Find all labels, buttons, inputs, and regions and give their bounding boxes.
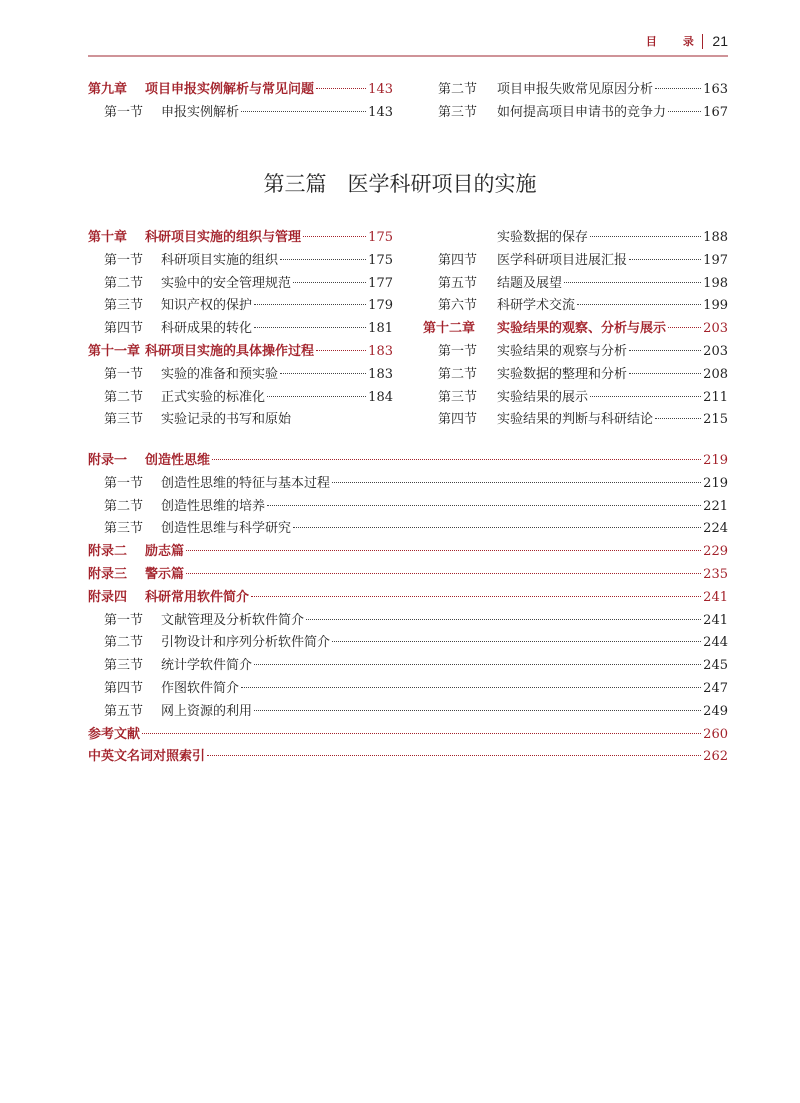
toc-entry-title[interactable]: 如何提高项目申请书的竞争力 [497,104,667,120]
toc-entry-page[interactable]: 229 [703,544,728,560]
toc-entry-label: 附录四 [88,589,128,605]
dot-leader [303,236,366,237]
toc-entry-label: 第五节 [438,275,478,291]
toc-entry-label: 第一节 [104,104,144,120]
running-header [646,33,728,49]
header-rule [88,55,728,57]
toc-entry-label: 第二节 [438,366,478,382]
toc-entry-page[interactable]: 208 [703,366,728,382]
toc-entry-title[interactable]: 项目申报实例解析与常见问题 [145,82,315,97]
header-divider [702,34,704,49]
toc-chapter-entry[interactable] [88,724,728,746]
toc-entry-label: 第四节 [438,412,478,428]
toc-entry-title[interactable]: 医学科研项目进展汇报 [497,252,628,268]
header-title-2: 录 [682,35,694,48]
toc-section-entry[interactable] [423,250,728,272]
toc-entry-title[interactable]: 申报实例解析 [161,104,240,120]
toc-entry-page[interactable]: 262 [703,749,728,765]
toc-entry-title[interactable]: 警示篇 [145,567,185,582]
toc-entry-page[interactable]: 219 [703,453,728,468]
toc-entry-page[interactable]: 184 [368,389,393,405]
toc-entry-title[interactable]: 科研学术交流 [497,298,576,314]
toc-entry-label: 第十一章 [88,344,141,359]
toc-entry-label: 附录二 [88,544,128,560]
dot-leader [306,619,701,620]
toc-entry-label: 第一节 [104,252,144,268]
toc-section-entry[interactable] [88,409,393,431]
toc-entry-title[interactable]: 实验结果的展示 [497,389,589,405]
toc-entry-label: 第二节 [104,498,144,514]
dot-leader [280,373,366,374]
toc-chapter-entry[interactable] [88,564,728,586]
dot-leader [212,459,701,460]
toc-section-entry[interactable] [88,318,393,340]
toc-entry-page[interactable]: 181 [368,321,393,337]
header-title-1: 目 [645,35,657,48]
dot-leader [332,482,701,483]
toc-section-entry[interactable] [88,518,728,540]
toc-entry-title[interactable]: 实验数据的保存 [497,230,589,245]
toc-entry-title[interactable]: 实验数据的整理和分析 [497,366,628,382]
dot-leader [207,755,701,756]
toc-entry-page[interactable]: 177 [368,275,393,291]
page-number: 21 [712,33,728,49]
toc-entry-page[interactable]: 203 [703,321,728,337]
toc-entry-page[interactable]: 143 [368,82,393,97]
toc-entry-label: 附录一 [88,453,128,468]
toc-entry-page[interactable]: 260 [703,726,728,742]
dot-leader [655,418,701,419]
toc-entry-title[interactable]: 实验结果的观察、分析与展示 [497,321,667,337]
toc-entry-page[interactable]: 244 [703,635,728,651]
dot-leader [142,733,701,734]
toc-entry-title[interactable]: 网上资源的利用 [161,703,253,719]
toc-section-entry[interactable] [88,102,393,124]
toc-entry-label: 第三节 [438,389,478,405]
dot-leader [254,664,701,665]
toc-entry-page[interactable]: 199 [703,298,728,314]
toc-entry-title[interactable]: 实验结果的判断与科研结论 [497,412,654,428]
toc-section-entry[interactable] [88,678,728,700]
toc-entry-title[interactable]: 结题及展望 [497,275,563,291]
toc-section-entry[interactable] [88,610,728,632]
toc-entry-label: 第一节 [438,344,478,359]
toc-section-entry[interactable] [88,295,393,317]
toc-entry-title[interactable]: 中英文名词对照索引 [88,749,206,765]
toc-entry-label: 第三节 [104,298,144,314]
toc-entry-label: 第一节 [104,475,144,491]
toc-section-entry[interactable] [88,632,728,654]
toc-entry-page[interactable]: 188 [703,230,728,245]
toc-chapter-entry[interactable] [88,79,393,101]
dot-leader [655,88,701,89]
toc-entry-label: 第二节 [104,635,144,651]
dot-leader [241,687,701,688]
toc-entry-title[interactable]: 统计学软件简介 [161,658,253,674]
toc-entry-label: 第三节 [104,521,144,537]
toc-section-entry[interactable] [423,364,728,386]
toc-entry-title[interactable]: 作图软件简介 [161,681,240,696]
toc-entry-label: 附录三 [88,567,128,582]
toc-entry-title[interactable]: 科研项目实施的具体操作过程 [145,344,315,359]
toc-entry-title[interactable]: 实验记录的书写和原始 [161,412,292,428]
toc-section-entry[interactable] [423,273,728,295]
toc-entry-page[interactable]: 179 [368,298,393,314]
dot-leader [332,641,701,642]
toc-entry-page[interactable]: 183 [368,344,393,359]
dot-leader [186,573,701,574]
toc-entry-title[interactable]: 创造性思维 [145,453,211,468]
dot-leader [629,350,701,351]
toc-section-entry[interactable] [423,227,728,249]
toc-entry-page[interactable]: 163 [703,82,728,97]
toc-entry-title[interactable]: 励志篇 [145,544,185,560]
dot-leader [241,111,366,112]
toc-section-entry[interactable] [88,273,393,295]
dot-leader [316,88,366,89]
toc-entry-label: 第一节 [104,612,144,628]
toc-entry-label: 第九章 [88,82,128,97]
toc-entry-page[interactable]: 197 [703,252,728,268]
toc-chapter-entry[interactable] [88,450,728,472]
dot-leader [254,710,701,711]
toc-chapter-entry[interactable] [423,318,728,340]
toc-section-entry[interactable] [423,102,728,124]
toc-chapter-entry[interactable] [88,341,393,363]
toc-entry-title[interactable]: 科研常用软件简介 [145,589,250,605]
dot-leader [590,236,701,237]
part-title: 第三篇 医学科研项目的实施 [263,172,537,196]
dot-leader [254,327,366,328]
toc-entry-title[interactable]: 实验结果的观察与分析 [497,344,628,359]
toc-entry-page[interactable]: 215 [703,412,728,428]
toc-section-entry[interactable] [88,655,728,677]
toc-entry-page[interactable]: 235 [703,567,728,582]
dot-leader [668,327,701,328]
toc-chapter-entry[interactable] [88,541,728,563]
dot-leader [629,373,701,374]
dot-leader [316,350,366,351]
toc-entry-title[interactable]: 科研项目实施的组织与管理 [145,230,302,245]
dot-leader [668,111,701,112]
toc-entry-title[interactable]: 实验中的安全管理规范 [161,275,292,291]
toc-entry-label: 第二节 [104,389,144,405]
dot-leader [293,527,701,528]
toc-section-entry[interactable] [88,387,393,409]
dot-leader [267,396,366,397]
toc-entry-page[interactable]: 249 [703,703,728,719]
dot-leader [280,259,366,260]
toc-entry-title[interactable]: 参考文献 [88,726,141,742]
toc-entry-label: 第三节 [438,104,478,120]
toc-section-entry[interactable] [423,341,728,363]
dot-leader [251,596,701,597]
toc-section-entry[interactable] [423,295,728,317]
toc-entry-title[interactable]: 科研项目实施的组织 [161,252,279,268]
toc-section-entry[interactable] [88,364,393,386]
toc-entry-page[interactable]: 211 [703,389,728,405]
toc-section-entry[interactable] [423,387,728,409]
toc-entry-label: 第一节 [104,366,144,382]
toc-entry-title[interactable]: 科研成果的转化 [161,321,253,337]
toc-entry-label: 第二节 [438,82,478,97]
dot-leader [267,505,701,506]
toc-section-entry[interactable] [423,409,728,431]
toc-entry-label: 第六节 [438,298,478,314]
toc-entry-title[interactable]: 文献管理及分析软件简介 [161,612,305,628]
toc-entry-page[interactable]: 224 [703,521,728,537]
toc-chapter-entry[interactable] [88,587,728,609]
toc-entry-page[interactable]: 198 [703,275,728,291]
toc-chapter-entry[interactable] [88,227,393,249]
toc-entry-title[interactable]: 引物设计和序列分析软件简介 [161,635,331,651]
toc-entry-label: 第四节 [104,321,144,337]
toc-entry-label: 第二节 [104,275,144,291]
dot-leader [629,259,701,260]
toc-entry-label: 第十章 [88,230,128,245]
toc-entry-label: 第五节 [104,703,144,719]
toc-entry-title[interactable]: 知识产权的保护 [161,298,253,314]
toc-entry-page[interactable]: 241 [703,589,728,605]
dot-leader [564,282,701,283]
toc-entry-title[interactable]: 正式实验的标准化 [161,389,266,405]
toc-entry-label: 第三节 [104,658,144,674]
toc-entry-label: 第三节 [104,412,144,428]
toc-entry-title[interactable]: 创造性思维与科学研究 [161,521,292,537]
toc-entry-page[interactable]: 241 [703,612,728,628]
dot-leader [186,550,701,551]
toc-entry-label: 第十二章 [423,321,476,337]
toc-entry-page[interactable]: 247 [703,681,728,696]
toc-entry-page[interactable]: 221 [703,498,728,514]
dot-leader [590,396,701,397]
toc-entry-title[interactable]: 创造性思维的培养 [161,498,266,514]
toc-entry-title[interactable]: 项目申报失败常见原因分析 [497,82,654,97]
toc-entry-page[interactable]: 203 [703,344,728,359]
toc-entry-title[interactable]: 创造性思维的特征与基本过程 [161,475,331,491]
toc-entry-label: 第四节 [438,252,478,268]
toc-section-entry[interactable] [88,701,728,723]
toc-entry-label: 第四节 [104,681,144,696]
toc-chapter-entry[interactable] [88,746,728,768]
toc-entry-page[interactable]: 183 [368,366,393,382]
dot-leader [254,304,366,305]
dot-leader [577,304,701,305]
toc-entry-page[interactable]: 143 [368,104,393,120]
toc-entry-title[interactable]: 实验的准备和预实验 [161,366,279,382]
toc-section-entry[interactable] [423,79,728,101]
toc-section-entry[interactable] [88,250,393,272]
toc-entry-page[interactable]: 245 [703,658,728,674]
toc-entry-page[interactable]: 167 [703,104,728,120]
dot-leader [293,282,366,283]
toc-entry-page[interactable]: 219 [703,475,728,491]
toc-entry-page[interactable]: 175 [368,230,393,245]
toc-entry-page[interactable]: 175 [368,252,393,268]
toc-section-entry[interactable] [88,496,728,518]
toc-section-entry[interactable] [88,473,728,495]
